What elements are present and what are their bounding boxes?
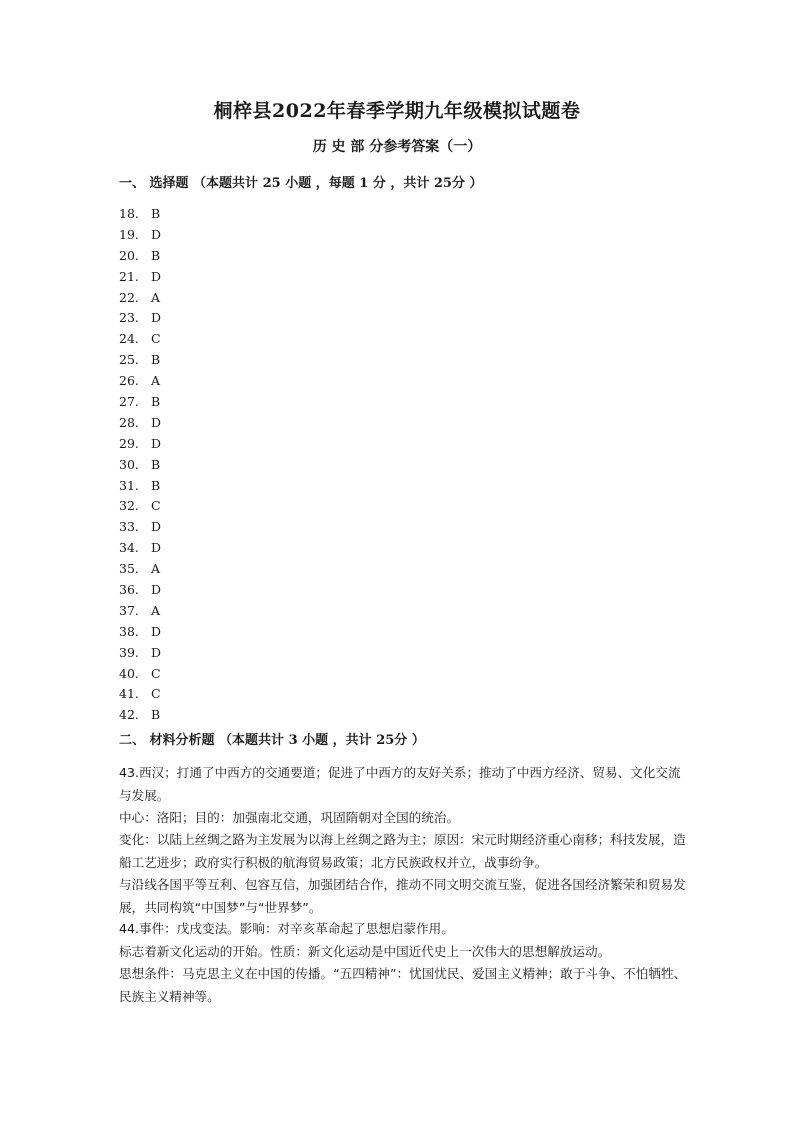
answer-letter: C (151, 498, 161, 514)
question-number: 38. (119, 623, 139, 639)
answer-letter: D (151, 519, 162, 535)
answer-row (119, 308, 161, 329)
question-number: 26. (119, 373, 139, 389)
answer-letter: D (151, 310, 162, 326)
answer-43-part3: 变化：以陆上丝绸之路为主发展为以海上丝绸之路为主；原因：宋元时期经济重心南移；科技发展，造船工艺进步；政府实行积极的航海贸易政策；北方民族政权并立，战事纷争。 (119, 832, 686, 870)
answer-43-part1: 43.西汉；打通了中西方的交通要道；促进了中西方的友好关系；推动了中西方经济、贸易、文化交流与发展。 (119, 765, 681, 803)
answer-letter: B (151, 247, 161, 263)
answer-row (119, 517, 161, 538)
answer-row (119, 392, 161, 413)
answer-row (119, 350, 161, 371)
question-number: 37. (119, 602, 139, 618)
answer-letter: D (151, 435, 162, 451)
answer-row (119, 267, 161, 288)
question-number: 18. (119, 206, 139, 221)
answer-letter: B (151, 206, 161, 221)
answer-43-part2: 中心：洛阳；目的：加强南北交通，巩固隋朝对全国的统治。 (119, 810, 460, 825)
answer-row (119, 580, 161, 601)
answer-letter: B (151, 707, 161, 723)
section-heading-material: 二、 材料分析题 （本题共计 3 小题 ，共计 25分 ） (119, 733, 425, 748)
answer-row (119, 476, 161, 497)
answer-letter: B (151, 352, 161, 368)
answer-row (119, 559, 161, 580)
answer-letter: D (151, 623, 162, 639)
answer-row (119, 371, 161, 392)
question-number: 34. (119, 540, 139, 556)
answer-row (119, 622, 161, 643)
answer-44-part1: 44.事件：戊戌变法。影响：对辛亥革命起了思想启蒙作用。 (119, 921, 454, 936)
question-number: 24. (119, 331, 139, 347)
answer-row (119, 664, 161, 685)
question-number: 42. (119, 707, 139, 723)
answer-row (119, 705, 161, 726)
answer-row (119, 413, 161, 434)
answer-letter: A (151, 561, 161, 577)
answer-row (119, 601, 161, 622)
answer-43-part4: 与沿线各国平等互利、包容互信，加强团结合作，推动不同文明交流互鉴，促进各国经济繁荣和贸易发展，共同构筑“中国梦”与“世界梦”。 (119, 877, 686, 915)
question-number: 23. (119, 310, 139, 326)
answer-row (119, 288, 161, 309)
answer-letter: B (151, 394, 161, 410)
question-number: 27. (119, 394, 139, 410)
question-number: 28. (119, 414, 139, 430)
answer-letter: C (151, 665, 161, 681)
question-number: 30. (119, 456, 139, 472)
question-number: 40. (119, 665, 139, 681)
question-number: 36. (119, 582, 139, 598)
answer-letter: A (151, 602, 161, 618)
answer-row (119, 538, 161, 559)
question-number: 20. (119, 247, 139, 263)
answer-letter: C (151, 686, 161, 702)
page-title: 桐梓县2022年春季学期九年级模拟试题卷 (213, 100, 581, 122)
section-heading-choice: 一、 选择题 （本题共计 25 小题 ，每题 1 分 ，共计 25分 ） (119, 176, 483, 191)
answer-letter: D (151, 582, 162, 598)
question-number: 29. (119, 435, 139, 451)
answer-letter: D (151, 540, 162, 556)
answer-row (119, 684, 161, 705)
answer-row (119, 329, 161, 350)
question-number: 22. (119, 289, 139, 305)
question-number: 19. (119, 226, 139, 242)
question-number: 33. (119, 519, 139, 535)
question-number: 31. (119, 477, 139, 493)
answer-row (119, 246, 161, 267)
answer-44-part2: 标志着新文化运动的开始。性质：新文化运动是中国近代史上一次伟大的思想解放运动。 (119, 944, 611, 959)
answer-letter: D (151, 226, 162, 242)
answer-row (119, 225, 161, 246)
answer-row (119, 455, 161, 476)
answer-44-part3: 思想条件：马克思主义在中国的传播。“五四精神”：忧国忧民、爱国主义精神；敢于斗争、不怕牺牲、民族主义精神等。 (119, 966, 687, 1004)
question-number: 25. (119, 352, 139, 368)
answer-list (119, 204, 161, 726)
answer-letter: B (151, 456, 161, 472)
answer-row (119, 496, 161, 517)
question-number: 21. (119, 268, 139, 284)
answer-letter: D (151, 414, 162, 430)
question-number: 35. (119, 561, 139, 577)
answer-letter: D (151, 268, 162, 284)
question-number: 32. (119, 498, 139, 514)
page-subtitle: 历 史 部 分参考答案（一） (312, 139, 482, 155)
question-number: 41. (119, 686, 139, 702)
answer-letter: B (151, 477, 161, 493)
answer-row (119, 434, 161, 455)
answer-letter: C (151, 331, 161, 347)
answer-row (119, 204, 161, 225)
answer-letter: D (151, 644, 162, 660)
answer-letter: A (151, 289, 161, 305)
answer-letter: A (151, 373, 161, 389)
question-number: 39. (119, 644, 139, 660)
answer-row (119, 643, 161, 664)
